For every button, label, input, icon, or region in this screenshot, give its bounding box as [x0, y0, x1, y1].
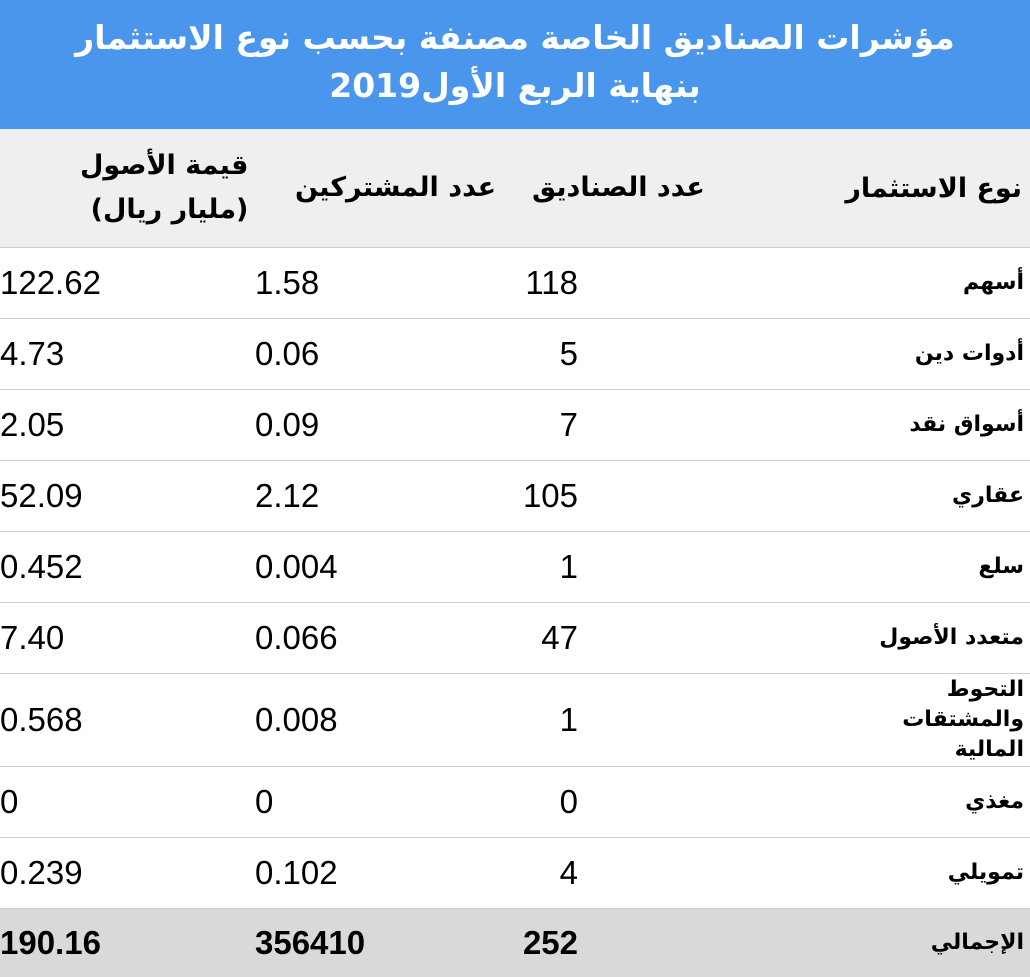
- row-subscribers: 1.58: [255, 248, 520, 319]
- row-type: مغذي: [820, 767, 1030, 838]
- table-row: [0, 767, 1030, 838]
- header-investment-type: نوع الاستثمار: [820, 129, 1030, 248]
- row-assets: 7.40: [0, 603, 255, 674]
- row-subscribers: 0.06: [255, 319, 520, 390]
- row-assets: 0.568: [0, 674, 255, 767]
- table-row: [0, 319, 1030, 390]
- row-type: تمويلي: [820, 838, 1030, 909]
- header-row: [0, 129, 1030, 248]
- row-assets: 52.09: [0, 461, 255, 532]
- row-subscribers: 0.09: [255, 390, 520, 461]
- row-funds: 1: [520, 532, 820, 603]
- row-type: التحوط والمشتقات المالية: [820, 674, 1030, 767]
- row-funds: 4: [520, 838, 820, 909]
- row-assets: 0: [0, 767, 255, 838]
- row-funds: 5: [520, 319, 820, 390]
- row-type: عقاري: [820, 461, 1030, 532]
- header-funds-count: عدد الصناديق: [520, 129, 820, 248]
- row-type: أسهم: [820, 248, 1030, 319]
- row-assets: 0.452: [0, 532, 255, 603]
- total-assets: 190.16: [0, 909, 255, 977]
- row-assets: 0.239: [0, 838, 255, 909]
- row-subscribers: 0.066: [255, 603, 520, 674]
- title-banner: [0, 0, 1030, 129]
- table-row: [0, 603, 1030, 674]
- table-row: [0, 390, 1030, 461]
- row-subscribers: 0.004: [255, 532, 520, 603]
- row-type: سلع: [820, 532, 1030, 603]
- total-row: [0, 909, 1030, 977]
- row-subscribers: 0: [255, 767, 520, 838]
- table-row: [0, 532, 1030, 603]
- total-funds: 252: [520, 909, 820, 977]
- table-subtitle: بنهاية الربع الأول2019: [0, 62, 1030, 110]
- row-type: أدوات دين: [820, 319, 1030, 390]
- table-row: [0, 461, 1030, 532]
- table-title: مؤشرات الصناديق الخاصة مصنفة بحسب نوع الاستثمار: [0, 14, 1030, 62]
- row-type: متعدد الأصول: [820, 603, 1030, 674]
- table-row: [0, 248, 1030, 319]
- row-assets: 2.05: [0, 390, 255, 461]
- row-subscribers: 2.12: [255, 461, 520, 532]
- row-funds: 1: [520, 674, 820, 767]
- row-funds: 7: [520, 390, 820, 461]
- header-assets-value: قيمة الأصول (مليار ريال): [0, 129, 255, 248]
- row-funds: 105: [520, 461, 820, 532]
- header-subscribers-count: عدد المشتركين: [255, 129, 520, 248]
- row-type: أسواق نقد: [820, 390, 1030, 461]
- row-funds: 0: [520, 767, 820, 838]
- row-assets: 122.62: [0, 248, 255, 319]
- row-funds: 118: [520, 248, 820, 319]
- row-funds: 47: [520, 603, 820, 674]
- funds-table: [0, 129, 1030, 977]
- total-label: الإجمالي: [820, 909, 1030, 977]
- table-row: [0, 674, 1030, 767]
- total-subscribers: 356410: [255, 909, 520, 977]
- table-row: [0, 838, 1030, 909]
- row-assets: 4.73: [0, 319, 255, 390]
- row-subscribers: 0.008: [255, 674, 520, 767]
- row-subscribers: 0.102: [255, 838, 520, 909]
